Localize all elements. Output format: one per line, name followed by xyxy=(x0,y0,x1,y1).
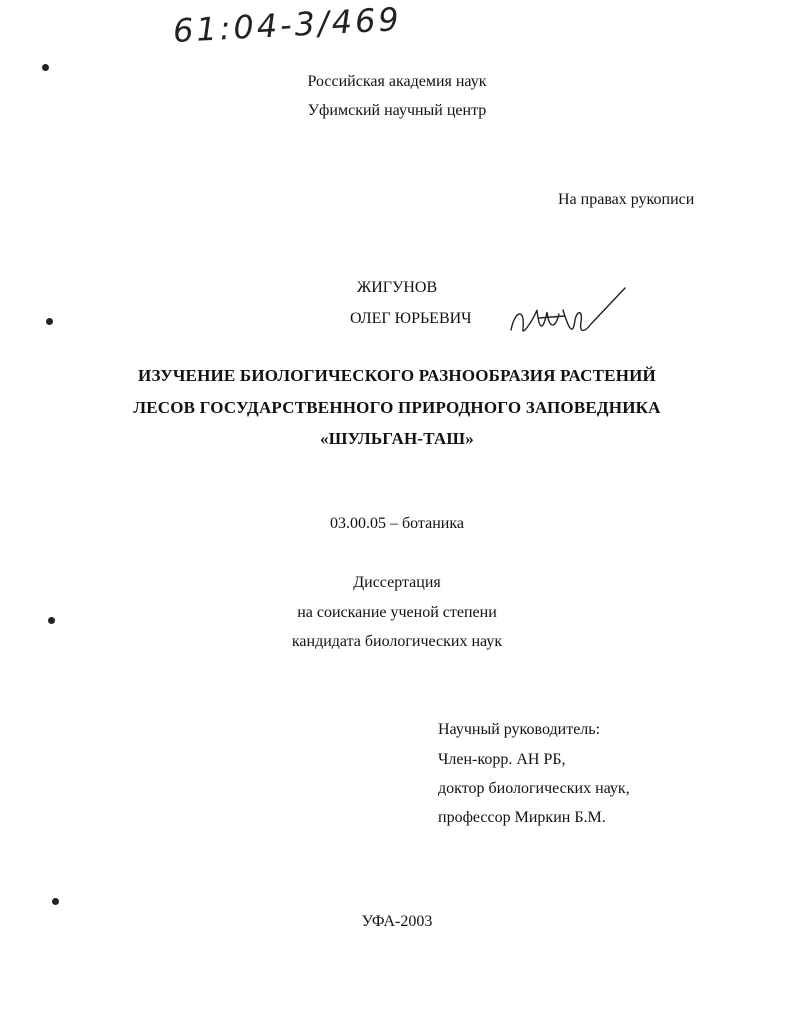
title-line-2: ЛЕСОВ ГОСУДАРСТВЕННОГО ПРИРОДНОГО ЗАПОВЕДНИКА xyxy=(133,398,661,417)
archive-code-handwritten: 61:04-3/469 xyxy=(172,0,403,50)
author-signature xyxy=(503,280,633,350)
organization-center: Уфимский научный центр xyxy=(307,102,487,119)
supervisor-label: Научный руководитель: xyxy=(438,721,601,738)
degree-type: Диссертация xyxy=(353,574,441,591)
degree-line-2: на соискание ученой степени xyxy=(297,604,497,621)
scan-mark xyxy=(42,64,49,71)
supervisor-line-2: доктор биологических наук, xyxy=(438,780,630,797)
degree-line-3: кандидата биологических наук xyxy=(291,633,503,650)
scan-mark xyxy=(46,318,53,325)
organization-academy: Российская академия наук xyxy=(307,73,487,90)
manuscript-rights-note: На правах рукописи xyxy=(558,191,695,208)
city-year: УФА-2003 xyxy=(361,913,433,930)
title-line-3: «ШУЛЬГАН-ТАШ» xyxy=(320,429,474,448)
scan-mark xyxy=(52,898,59,905)
author-surname: ЖИГУНОВ xyxy=(356,279,438,296)
author-name: ОЛЕГ ЮРЬЕВИЧ xyxy=(350,310,472,327)
specialty-code: 03.00.05 – ботаника xyxy=(330,515,464,532)
supervisor-line-3: профессор Миркин Б.М. xyxy=(438,809,606,826)
supervisor-line-1: Член-корр. АН РБ, xyxy=(438,751,566,768)
title-line-1: ИЗУЧЕНИЕ БИОЛОГИЧЕСКОГО РАЗНООБРАЗИЯ РАСТЕНИЙ xyxy=(138,366,656,385)
